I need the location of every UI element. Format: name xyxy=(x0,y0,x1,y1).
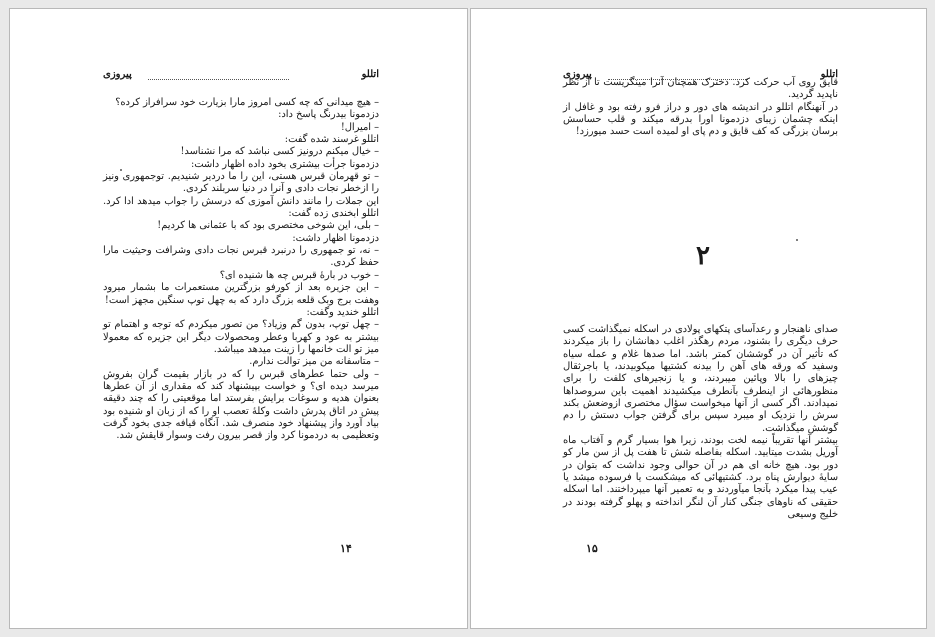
paragraph: – ولی حتما عطرهای قبرس را که در بازار بقیمت گران بفروش میرسد دیده ای؟ و خواست بپیشنهاد کند که مقداری از آن عطرها بعنوان هدیه و سوغات برایش بفرستد اما موقعیتی را که چند دقیقه پیش در اتاق پدرش داشت وکلهٔ تعصب او را که از زبان او شنیده بود بیاد آورد واز پیشنهاد خود منصرف شد. آنگاه قیافه جدی بخود گرفت وتعظیمی به دردمونا کرد واز قصر بیرون رفت وسوار قایقش شد. xyxy=(103,368,379,442)
paragraph: در آنهنگام اتللو در اندیشه های دور و دراز فرو رفته بود و غافل از اینکه چشمان زیبای دزدمونا اورا بدرقه میکند و قلب حساسش برسان بزرگی که کف قایق و دم پای او لمیده است حسد میورزد! xyxy=(563,101,838,138)
header-chapter-name: پیروزی xyxy=(563,69,592,80)
paragraph: دزدمونا اظهار داشت: xyxy=(292,232,379,244)
running-header xyxy=(103,69,379,85)
paragraph: – امیرال! xyxy=(340,121,379,133)
right-page xyxy=(470,8,927,629)
paragraph: – خیال میکنم درونیز کسی نباشد که مرا نشناسد! xyxy=(180,146,379,158)
paragraph: – این جزیره بعد از کورفو بزرگترین مستعمرات ما بشمار میرود وهفت برج وبک قلعه بزرگ دارد که به چهل توپ سنگین مجهز است! xyxy=(103,282,379,306)
paragraph: – متاسفانه من میز توالت ندارم. xyxy=(249,356,379,368)
scan-speck xyxy=(120,169,122,171)
paragraph: دزدمونا بیدرنگ پاسخ داد: xyxy=(278,109,379,121)
header-title: اتللو xyxy=(361,69,379,80)
left-body-text xyxy=(103,97,379,443)
right-top-text xyxy=(563,77,838,139)
paragraph: این جملات را مانند دانش آموزی که درسش را جواب میدهد ادا کرد. اتللو ابخندی زده گفت: xyxy=(103,195,379,220)
paragraph: بیشتر آنها تقریباً نیمه لخت بودند، زیرا هوا بسیار گرم و آفتاب ماه آوریل بشدت میتابید. اسکله بفاصله شش تا هفت پل از سن مار کو دور بود. هیچ خانه ای هم در آن حوالی وجود نداشت که بتوان در سایهٔ دیوارش پناه برد. کشتیهائی که میشکست یا فرسوده میشد یا عیب پیدا میکرد بآنجا میآوردند و به تعمیر آنها میپرداختند. اما اسکله حقیقی که ناوهای جنگی کنار آن لنگر انداخته و پهلو گرفته بودند در خلیج وسیعی xyxy=(563,435,838,521)
scan-speck xyxy=(796,239,798,241)
paragraph: – نه، تو جمهوری را درنبرد قبرس نجات دادی وشرافت وحیثیت مارا حفظ کردی. xyxy=(103,245,379,269)
paragraph: – چهل توپ، بدون گم وزیاد؟ من تصور میکردم که توجه و اهتمام تو بیشتر به عود و کهربا وعطر ومحصولات دیگر این جزیره که معمولا میز تو الت خانمها را زینت میدهد میباشد. xyxy=(103,319,379,355)
paragraph: صدای ناهنجار و رعدآسای پتکهای پولادی در اسکله نمیگذاشت کسی حرف دیگری را بشنود، مردم رهگذر اغلب دهانشان را باز میکردند که تأثیر آن در گوششان کمتر باشد. اما صدها غلام و عمله سیاه وسفید که ورقه های آهن را بیدنه کشتیها میکوبیدند، یا باجرثقال چیزهای را بالا وپائین میبردند، و یا زنجیرهای کلفت را برای منظورهائی از اینطرف بآنطرف میکشیدند اهمیت باین سروصداها نمیدادند. اگر کسی از آنها میخواست سؤال مختصری ازوضعش بکند سرش را نزدیک او میبرد سپس برای گرفتن جواب دستش را دم گوشش میگذاشت. xyxy=(563,324,838,434)
paragraph: اتللو غرسند شده گفت: xyxy=(284,134,379,146)
page-number: ۱۴ xyxy=(340,542,352,555)
paragraph: – تو قهرمان قبرس هستی، این را ما دردیر شنیدیم. توجمهوری ونیز را ازخطر نجات دادی و آنرا در دنیا سربلند کردی. xyxy=(103,171,379,195)
page-number: ۱۵ xyxy=(586,542,598,555)
header-chapter-name: پیروزی xyxy=(103,69,132,80)
header-title: اتللو xyxy=(820,69,838,80)
chapter-number: ۲ xyxy=(696,241,710,271)
paragraph: – بلی، این شوخی مختصری بود که با عثمانی ها کردیم! xyxy=(157,220,379,232)
paragraph: قایق روی آب حرکت کرد. دخترک همچنان آنرا مینگریست تا از نظر ناپدید گردید. xyxy=(563,77,838,101)
paragraph: اتللو خندید وگفت: xyxy=(306,306,379,318)
paragraph: دزدمونا جرأت بیشتری بخود داده اظهار داشت: xyxy=(190,158,379,170)
paragraph: – خوب در بارهٔ قبرس چه ها شنیده ای؟ xyxy=(219,269,379,281)
paragraph: – هیچ میدانی که چه کسی امروز مارا بزیارت خود سرافراز کرده؟ xyxy=(115,97,379,108)
header-dotted-rule xyxy=(148,79,289,80)
right-body-text xyxy=(563,324,838,522)
left-page xyxy=(9,8,468,629)
